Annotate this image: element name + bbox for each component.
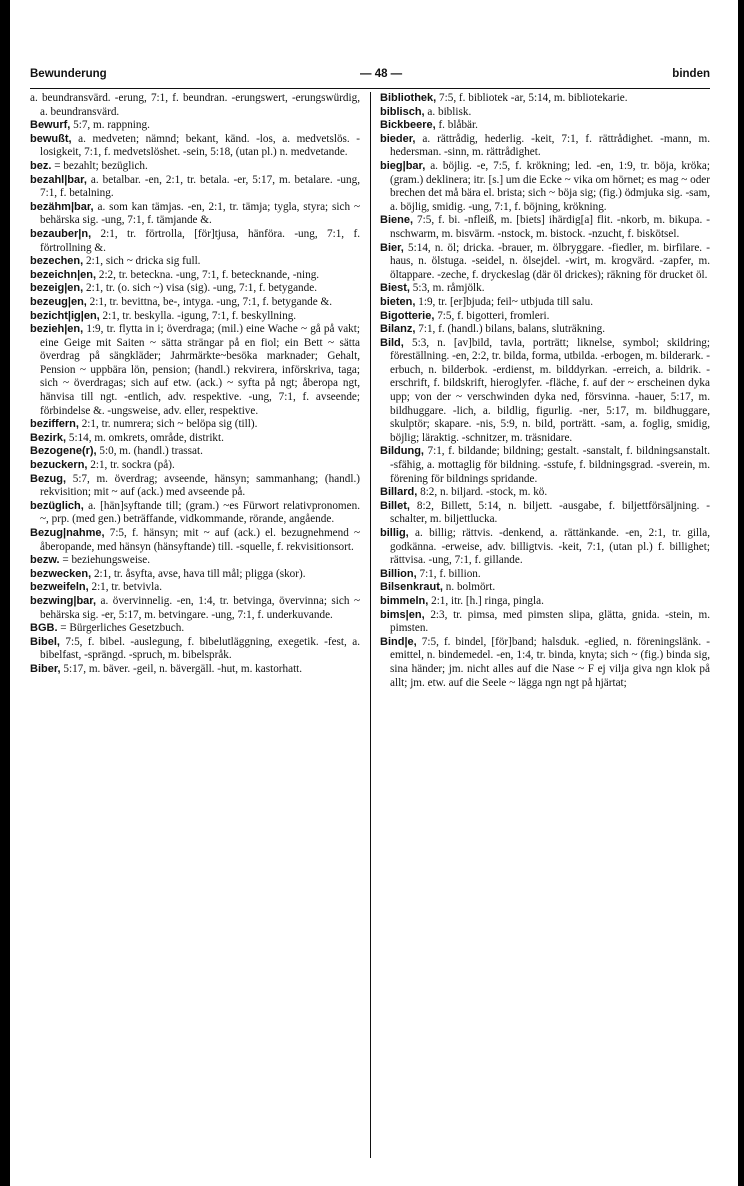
entry-headword: bezeug|en, [30,295,87,308]
entry-definition: a. som kan tämjas. -en, 2:1, tr. tämja; tygla, styra; sich ~ behärska sig. -ung, 7:1, f. tämjande &. [40,200,360,227]
entry-headword: bezeig|en, [30,282,84,295]
entry-definition: 8:2, Billett, 5:14, n. biljett. -ausgabe, f. biljettförsäljning. -schalter, m. biljettlucka. [390,499,710,526]
dictionary-entry [30,636,360,663]
dictionary-entry [30,282,360,296]
entry-headword: bezuckern, [30,459,88,472]
header-left-guideword: Bewunderung [30,68,107,80]
dictionary-entry [30,255,360,269]
dictionary-entry [30,473,360,500]
dictionary-entry [30,554,360,568]
entry-definition: 5:7, m. rappning. [70,119,150,132]
dictionary-entry [30,581,360,595]
entry-headword: beziffern, [30,418,79,431]
dictionary-page [30,68,710,1158]
entry-definition: a. rättrådig, hederlig. -keit, 7:1, f. rättrådighet. -mann, m. hedersman. -sinn, m. rättrådighet. [390,132,710,159]
entry-headword: Bild, [380,336,404,349]
entry-definition: 5:3, m. råmjölk. [409,282,485,295]
dictionary-entry [380,119,710,133]
entry-definition: 5:3, n. [av]bild, tavla, porträtt; liknelse, symbol; skildring; föreställning. -en, 2:2, tr. bilda, forma, utbilda. -erbogen, m. bilderark. -erbuch, n. bilderbok. -erdienst, m. bilddyrkan. -erreich, a. bildrik. -erschrift, f. bildskrift, hieroglyfer. -fläche, f. auf der ~ erscheinen dyka upp; von der ~ verschwinden dyka ned, försvinna. -hauer, 5:17, m. bildhuggare. -lich, a. bildlig, figurlig. -ner, 5:17, m. bildhuggare, skulptör; skapare. -nis, 5:9, n. bild, porträtt. -sam, a. foglig, smidig, böjlig; läraktig. -schnitzer, m. träsnidare. [390,336,710,444]
entry-headword: bezüglich, [30,499,84,512]
entry-headword: Bibliothek, [380,92,437,104]
entry-headword: Bezirk, [30,431,67,444]
entry-definition: 2:2, tr. beteckna. -ung, 7:1, f. betecknande, -ning. [96,268,320,281]
entry-headword: Bezogene(r), [30,445,97,458]
entry-headword: bimmeln, [380,594,429,607]
entry-headword: bezahl|bar, [30,173,87,186]
entry-definition: a. medveten; nämnd; bekant, känd. -los, a. medvetslös. -losigkeit, 7:1, f. medvetslöshet. -sein, 5:18, (utan pl.) n. medvetande. [40,132,360,159]
entry-headword: Billion, [380,567,417,580]
dictionary-entry [30,269,360,283]
entry-definition: 2:1, tr. förtrolla, [för]tjusa, hänföra. -ung, 7:1, f. förtrollning &. [40,227,360,254]
dictionary-entry [380,310,710,324]
entry-definition: 7:5, f. hänsyn; mit ~ auf (ack.) el. bezugnehmend ~ åberopande, med hänsyn (hänsyftande) till. -squelle, f. rekvisitionsort. [40,527,360,553]
dictionary-entry [380,242,710,283]
entry-headword: bez. [30,159,52,172]
entry-headword: bezw. [30,554,60,567]
entry-definition: 5:0, m. (handl.) trassat. [96,445,203,458]
dictionary-entry [380,282,710,296]
dictionary-entry [30,133,360,160]
page-number: — 48 — [360,68,403,80]
dictionary-entry [380,595,710,609]
entry-headword: bezauber|n, [30,227,92,240]
entry-headword: Biene, [380,214,414,227]
entry-definition: 7:5, f. bi. -nfleiß, m. [biets] ihärdig[a] flit. -nkorb, m. bikupa. -nschwarm, m. bisvärm. -nstock, m. bistock. -nzucht, f. biskötsel. [390,214,710,240]
dictionary-entry [30,228,360,255]
entry-headword: Bickbeere, [380,119,436,132]
entry-headword: bezweifeln, [30,581,89,594]
dictionary-entry [30,174,360,201]
dictionary-entry [30,296,360,310]
header-rule [30,88,710,89]
entry-headword: Bind|e, [380,635,417,648]
entry-headword: Billet, [380,499,410,512]
entry-headword: bezicht|ig|en, [30,309,100,322]
dictionary-entry [380,445,710,486]
dictionary-entry [30,622,360,636]
entry-definition: 2:1, sich ~ dricka sig full. [83,255,201,268]
entry-definition: 2:1, tr. betvivla. [88,581,163,594]
dictionary-entry [380,106,710,120]
entry-definition: 7:5, f. bigotteri, fromleri. [434,309,550,322]
entry-headword: bieg|bar, [380,159,426,172]
entry-headword: Bigotterie, [380,309,435,322]
dictionary-entry [380,92,710,106]
entry-definition: 5:14, m. omkrets, område, distrikt. [66,431,224,444]
entry-definition: 2:1, itr. [h.] ringa, pingla. [428,594,544,607]
entry-definition: 7:5, f. bindel, [för]band; halsduk. -eglied, n. föreningslänk. -emittel, n. bindemedel. -en, 1:4, tr. binda, knyta; sich ~ (fig.) binda sig, sina händer; jm. nicht alles auf die Nase ~ F ej vilja giva ngn klok på allt; jm. etw. auf die Seele ~ lägga ngn ngt på hjärtat; [390,635,710,689]
dictionary-entry [380,160,710,214]
entry-headword: bieten, [380,295,416,308]
entry-headword: bewußt, [30,132,72,145]
entry-definition: 5:14, n. öl; dricka. -brauer, m. ölbryggare. -fiedler, m. birfilare. -haus, n. ölstuga. -seidel, n. ölsejdel. -wirt, m. krogvärd. -zapfer, m. öltappare. -zeche, f. dryckeslag (där öl drickes); räkning för drucket öl. [390,241,710,281]
entry-definition: = beziehungsweise. [59,554,151,567]
entry-headword: bezeichn|en, [30,268,97,281]
entry-headword: bezechen, [30,255,84,268]
entry-headword: Bewurf, [30,119,71,132]
entry-headword: Bildung, [380,445,424,458]
entry-headword: Bezug, [30,472,67,485]
dictionary-entry [30,663,360,677]
entry-headword: bieder, [380,132,416,145]
entry-headword: Biber, [30,662,61,675]
dictionary-entry [30,323,360,418]
dictionary-entry [30,201,360,228]
entry-definition: a. övervinnelig. -en, 1:4, tr. betvinga, övervinna; sich ~ behärska sig. -er, 5:17, m. betvingare. -ung, 7:1, f. underkuvande. [40,594,360,621]
column-divider [370,92,371,1158]
entry-headword: Bibel, [30,635,60,648]
dictionary-entry [30,92,360,119]
entry-definition: 2:1, tr. beskylla. -igung, 7:1, f. beskyllning. [99,309,297,322]
entry-definition: f. blåbär. [435,119,478,132]
entry-headword: BGB. [30,622,58,635]
entry-definition: 7:5, f. bibliotek -ar, 5:14, m. bibliotekarie. [436,92,628,104]
dictionary-entry [30,432,360,446]
entry-definition: 7:1, f. bildande; bildning; gestalt. -sanstalt, f. bildningsanstalt. -sfähig, a. mottaglig för bildning. -sstufe, f. bildningsgrad. -sverein, m. förening för bildnings spridande. [390,445,710,485]
dictionary-entry [380,609,710,636]
entry-definition: 2:1, tr. sockra (på). [87,459,175,472]
dictionary-entry [380,296,710,310]
entry-definition: 2:3, tr. pimsa, med pimsten slipa, glätta, gnida. -stein, m. pimsten. [390,608,710,635]
entry-definition: 7:1, f. (handl.) bilans, balans, sluträkning. [415,323,605,336]
dictionary-entry [380,527,710,568]
entry-headword: bezieh|en, [30,323,84,336]
entry-definition: 1:9, tr. [er]bjuda; feil~ utbjuda till salu. [415,295,594,308]
scan-edge-right [738,0,744,1186]
entry-definition: a. biblisk. [424,105,472,118]
entry-definition: a. böjlig. -e, 7:5, f. krökning; led. -en, 1:9, tr. böja, kröka; (gram.) deklinera; itr. [s.] um die Ecke ~ vika om hörnet; es mag ~ oder brechen det må bära el. brista; sich ~ böja sig; (fig.) ödmjuka sig. -sam, a. böjlig, smidig. -ung, 7:1, f. böjning, krökning. [390,159,710,213]
dictionary-entry [380,323,710,337]
entry-headword: billig, [380,527,409,539]
dictionary-entry [380,486,710,500]
dictionary-entry [380,500,710,527]
entry-definition: 5:17, m. bäver. -geil, n. bävergäll. -hut, m. kastorhatt. [60,662,303,675]
entry-headword: Biest, [380,282,410,295]
dictionary-entry [30,568,360,582]
entry-headword: bims|en, [380,608,425,621]
dictionary-entry [30,418,360,432]
dictionary-entry [30,500,360,527]
scan-edge-left [0,0,10,1186]
entry-definition: 5:7, m. överdrag; avseende, hänsyn; sammanhang; (handl.) rekvisition; mit ~ auf (ack.) med avseende på. [40,472,360,499]
entry-definition: = bezahlt; bezüglich. [51,159,148,172]
dictionary-entry [30,459,360,473]
dictionary-entry [30,119,360,133]
dictionary-entry [380,568,710,582]
entry-definition: 2:1, tr. numrera; sich ~ belöpa sig (till). [78,418,258,431]
dictionary-entry [380,133,710,160]
entry-definition: 2:1, tr. (o. sich ~) visa (sig). -ung, 7:1, f. betygande. [83,282,318,295]
entry-headword: Bier, [380,241,404,254]
dictionary-entry [380,214,710,241]
entry-headword: bezwing|bar, [30,594,97,607]
entry-definition: a. [hän]syftande till; (gram.) ~es Fürwort relativpronomen. ~, prp. (med gen.) beträffande, vidkommande, rörande, angående. [40,499,360,526]
entry-definition: 7:5, f. bibel. -auslegung, f. bibelutläggning, exegetik. -fest, a. bibelfast, -sprängd. -spruch, m. bibelspråk. [40,635,360,662]
entry-definition: 8:2, n. biljard. -stock, m. kö. [417,486,548,499]
dictionary-entry [380,636,710,690]
entry-definition: 2:1, tr. bevittna, be-, intyga. -ung, 7:1, f. betygande &. [86,295,333,308]
entry-definition: a. beundransvärd. -erung, 7:1, f. beundran. -erungswert, -erungswürdig, a. beundransvärd. [30,92,360,118]
entry-headword: Bilanz, [380,323,416,336]
entry-definition: a. betalbar. -en, 2:1, tr. betala. -er, 5:17, m. betalare. -ung, 7:1, f. betalning. [40,173,360,200]
entry-definition: 7:1, f. billion. [416,567,481,580]
dictionary-entry [30,160,360,174]
right-column [380,92,710,690]
dictionary-entry [380,581,710,595]
entry-definition: 1:9, tr. flytta in i; överdraga; (mil.) eine Wache ~ gå på vakt; eine Geige mit Saiten ~ sätta strängar på en fiol; ein Bett ~ sätta överdrag på sängkläder; Jahrmärkte~besöka marknader; Gehalt, Pension ~ uppbära lön, pension; (handl.) rekvirera, införskriva, taga; sich ~ överdragas; sich auf etw. (ack.) ~ syfta på ngt; åberopa ngt, hänvisa till ngt. -entlich, adv. respektive. -ung, 7:1, f. avseende; förbindelse &. -ungsweise, adv. eller, respektive. [40,323,360,417]
dictionary-entry [30,310,360,324]
entry-definition: a. billig; rättvis. -denkend, a. rättänkande. -en, 2:1, tr. gilla, godkänna. -erweise, adv. billigtvis. -keit, 7:1, (utan pl.) f. billighet; rättvisa. -ung, 7:1, f. gillande. [390,527,710,567]
entry-headword: Bilsenkraut, [380,581,443,594]
entry-headword: bezwecken, [30,567,92,580]
page-header [30,68,710,86]
dictionary-entry [380,337,710,446]
left-column [30,92,360,677]
entry-headword: Bezug|nahme, [30,527,105,539]
dictionary-entry [30,595,360,622]
entry-headword: bezähm|bar, [30,200,94,213]
entry-headword: Billard, [380,486,418,499]
entry-definition: 2:1, tr. åsyfta, avse, hava till mål; pligga (skor). [91,567,306,580]
entry-definition: n. bolmört. [442,581,496,594]
dictionary-entry [30,527,360,554]
entry-definition: = Bürgerliches Gesetzbuch. [57,622,185,635]
header-right-guideword: binden [672,68,710,80]
dictionary-entry [30,445,360,459]
entry-headword: biblisch, [380,105,425,118]
